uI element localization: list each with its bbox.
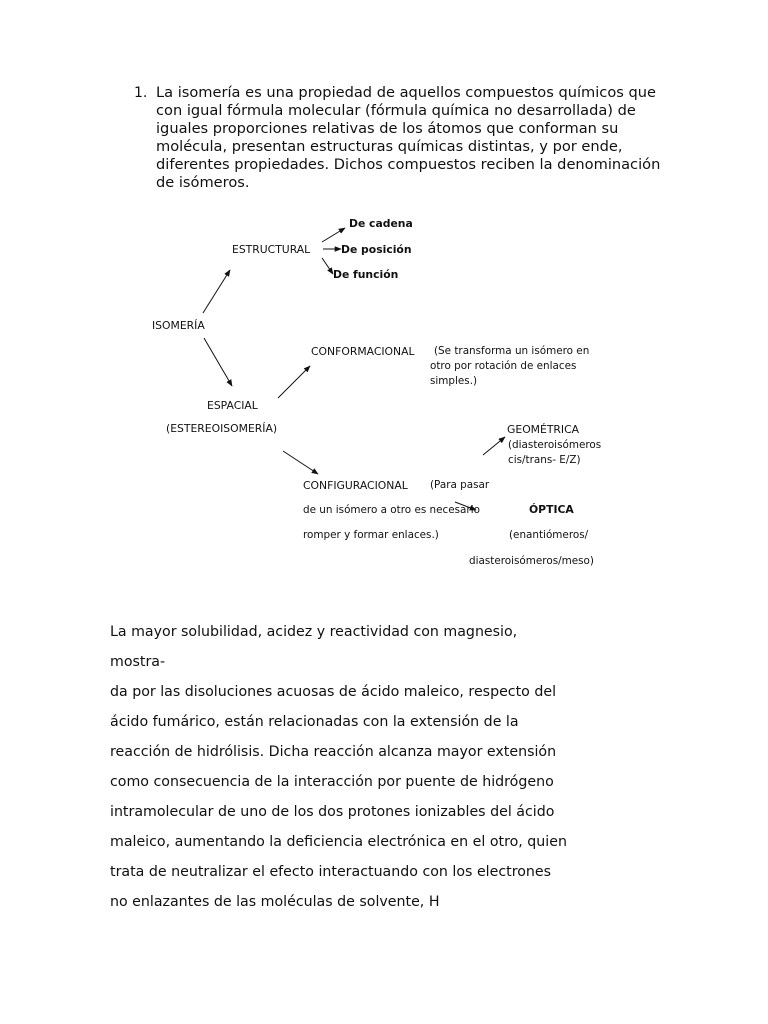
conformacional-note-line: (Se transforma un isómero en — [434, 345, 590, 357]
arrow-estructural-to-funcion — [322, 258, 333, 274]
arrow-isomeria-to-espacial — [204, 338, 232, 386]
body-paragraph — [110, 617, 630, 917]
text-line: diferentes propiedades. Dichos compuestos reciben la denominación — [156, 156, 661, 173]
optica-note-line: (enantiómeros/ — [509, 529, 589, 541]
node-de-funcion: De función — [333, 268, 399, 281]
text-line: como consecuencia de la interacción por puente de hidrógeno — [110, 774, 554, 790]
conformacional-note-line: otro por rotación de enlaces — [430, 360, 577, 372]
configuracional-note-line: de un isómero a otro es necesario — [303, 504, 480, 516]
text-line: iguales proporciones relativas de los átomos que conforman su — [156, 120, 619, 137]
geometrica-note-line: cis/trans- E/Z) — [508, 454, 581, 466]
text-line: maleico, aumentando la deficiencia electrónica en el otro, quien — [110, 834, 567, 850]
node-de-cadena: De cadena — [349, 217, 413, 230]
text-line: mostra- — [110, 654, 166, 670]
arrow-espacial-to-conformacional — [278, 366, 310, 398]
geometrica-note-line: (diasteroisómeros — [508, 439, 602, 451]
node-isomeria: ISOMERÍA — [152, 319, 205, 332]
arrow-estructural-to-cadena — [322, 228, 345, 242]
list-number: 1. — [134, 85, 148, 101]
node-configuracional: CONFIGURACIONAL — [303, 479, 408, 492]
node-espacial: ESPACIAL — [207, 399, 258, 412]
text-line: molécula, presentan estructuras químicas distintas, y por ende, — [156, 138, 623, 155]
arrow-isomeria-to-estructural — [203, 270, 230, 313]
text-line: con igual fórmula molecular (fórmula química no desarrollada) de — [156, 102, 636, 119]
text-line: intramolecular de uno de los dos protones ionizables del ácido — [110, 804, 555, 820]
node-conformacional: CONFORMACIONAL — [311, 345, 415, 358]
text-line: de isómeros. — [156, 174, 250, 191]
optica-note-line: diasteroisómeros/meso) — [469, 555, 594, 567]
text-line: da por las disoluciones acuosas de ácido maleico, respecto del — [110, 684, 557, 700]
text-line: trata de neutralizar el efecto interactuando con los electrones — [110, 864, 552, 880]
node-optica: ÓPTICA — [529, 503, 574, 516]
node-de-posicion: De posición — [341, 243, 412, 256]
configuracional-note-line: romper y formar enlaces.) — [303, 529, 439, 541]
node-geometrica: GEOMÉTRICA — [507, 423, 580, 436]
text-line: no enlazantes de las moléculas de solvente, H — [110, 894, 440, 910]
text-line: La mayor solubilidad, acidez y reactividad con magnesio, — [110, 624, 518, 640]
text-line: La isomería es una propiedad de aquellos compuestos químicos que — [156, 84, 656, 101]
node-estructural: ESTRUCTURAL — [232, 243, 311, 256]
conformacional-note-line: simples.) — [430, 375, 478, 387]
configuracional-note-line: (Para pasar — [430, 479, 490, 491]
arrow-to-geometrica — [483, 437, 505, 455]
arrow-espacial-to-configuracional — [283, 451, 318, 474]
text-line: reacción de hidrólisis. Dicha reacción alcanza mayor extensión — [110, 744, 557, 760]
node-estereoisomeria: (ESTEREOISOMERÍA) — [166, 422, 278, 435]
text-line: ácido fumárico, están relacionadas con la extensión de la — [110, 714, 519, 730]
